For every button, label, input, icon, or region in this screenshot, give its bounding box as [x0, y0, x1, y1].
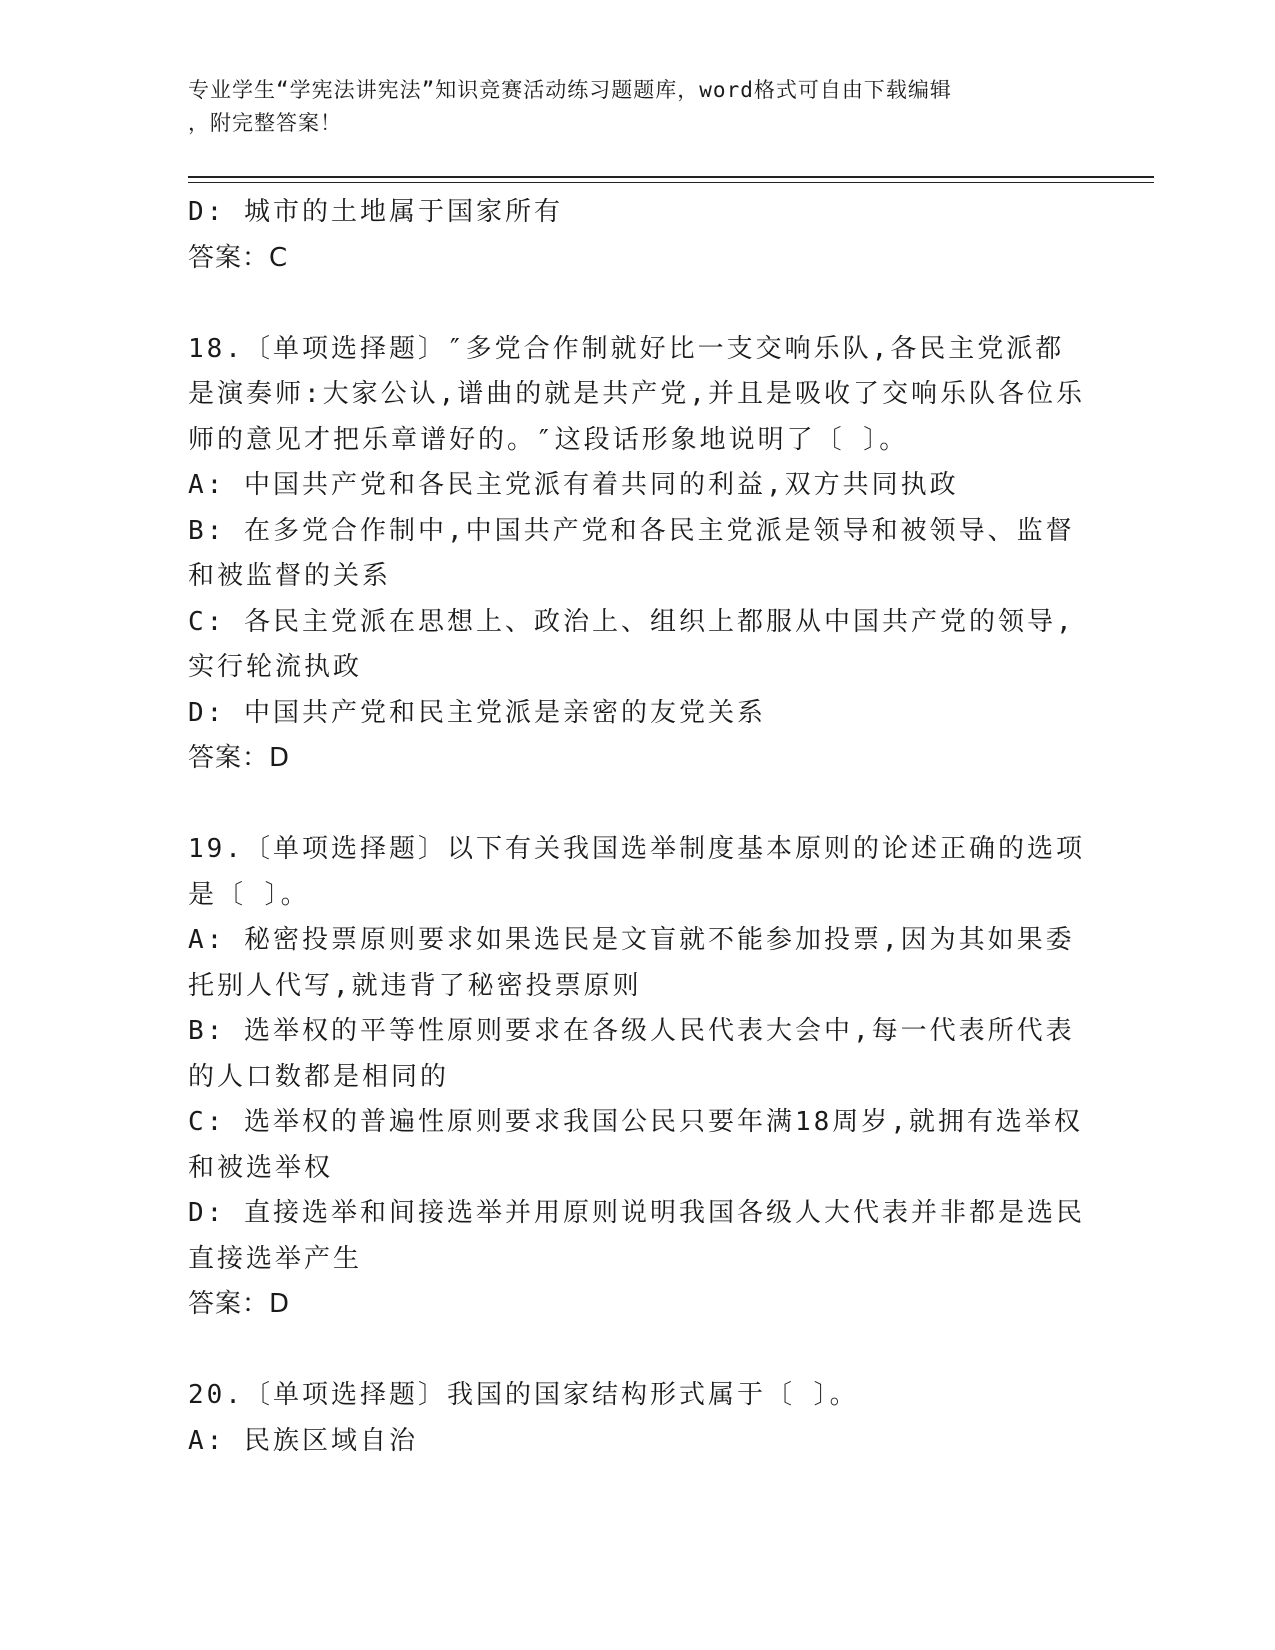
- q19-option-d-line-1: D: 直接选举和间接选举并用原则说明我国各级人大代表并非都是选民: [188, 1198, 1085, 1228]
- q19-option-c-line-1: C: 选举权的普遍性原则要求我国公民只要年满18周岁,就拥有选举权: [188, 1107, 1083, 1137]
- q20-option-a: A: 民族区域自治: [188, 1425, 418, 1456]
- header-line-2: ，附完整答案！: [188, 111, 342, 135]
- q18-option-c-line-1: C: 各民主党派在思想上、政治上、组织上都服从中国共产党的领导,: [188, 606, 1075, 637]
- header-divider-thick: [188, 176, 1154, 178]
- q19-option-b-line-2: 的人口数都是相同的: [188, 1061, 450, 1092]
- prev-option-d: D: 城市的土地属于国家所有: [188, 197, 563, 227]
- spacer: [188, 1328, 1088, 1374]
- question-18: [188, 327, 1088, 782]
- q18-answer: 答案：D: [188, 743, 291, 773]
- q19-option-a-line-1: A: 秘密投票原则要求如果选民是文盲就不能参加投票,因为其如果委: [188, 925, 1075, 955]
- q19-stem-line-2: 是〔 〕。: [188, 879, 310, 910]
- q18-option-b-line-2: 和被监督的关系: [188, 561, 392, 591]
- q19-option-d-line-2: 直接选举产生: [188, 1243, 363, 1274]
- q19-option-b-line-1: B: 选举权的平等性原则要求在各级人民代表大会中,每一代表所代表: [188, 1016, 1075, 1046]
- header-divider-thin: [188, 182, 1154, 183]
- q19-answer: 答案：D: [188, 1289, 291, 1319]
- header-line-1: 专业学生“学宪法讲宪法”知识竞赛活动练习题题库，word格式可自由下载编辑: [188, 78, 952, 102]
- q18-option-c-line-2: 实行轮流执政: [188, 652, 363, 682]
- q20-stem-line-1: 20.〔单项选择题〕我国的国家结构形式属于〔 〕。: [188, 1380, 859, 1410]
- q19-stem-line-1: 19.〔单项选择题〕以下有关我国选举制度基本原则的论述正确的选项: [188, 834, 1085, 864]
- spacer: [188, 281, 1088, 327]
- document-body: [188, 190, 1088, 1464]
- question-19: [188, 827, 1088, 1328]
- q18-stem-line-3: 师的意见才把乐章谱好的。″这段话形象地说明了〔 〕。: [188, 424, 909, 455]
- q18-stem-line-1: 18.〔单项选择题〕″多党合作制就好比一支交响乐队,各民主党派都: [188, 333, 1065, 364]
- prev-answer: 答案：C: [188, 242, 289, 273]
- q19-option-a-line-2: 托别人代写,就违背了秘密投票原则: [188, 970, 642, 1001]
- document-header: [188, 74, 1068, 140]
- prev-question-block: [188, 190, 1088, 281]
- q18-option-d: D: 中国共产党和民主党派是亲密的友党关系: [188, 697, 766, 728]
- q18-option-a: A: 中国共产党和各民主党派有着共同的利益,双方共同执政: [188, 470, 959, 500]
- q18-stem-line-2: 是演奏师:大家公认,谱曲的就是共产党,并且是吸收了交响乐队各位乐: [188, 379, 1085, 409]
- q18-option-b-line-1: B: 在多党合作制中,中国共产党和各民主党派是领导和被领导、监督: [188, 515, 1075, 546]
- spacer: [188, 782, 1088, 828]
- q19-option-c-line-2: 和被选举权: [188, 1152, 334, 1183]
- question-20: [188, 1373, 1088, 1464]
